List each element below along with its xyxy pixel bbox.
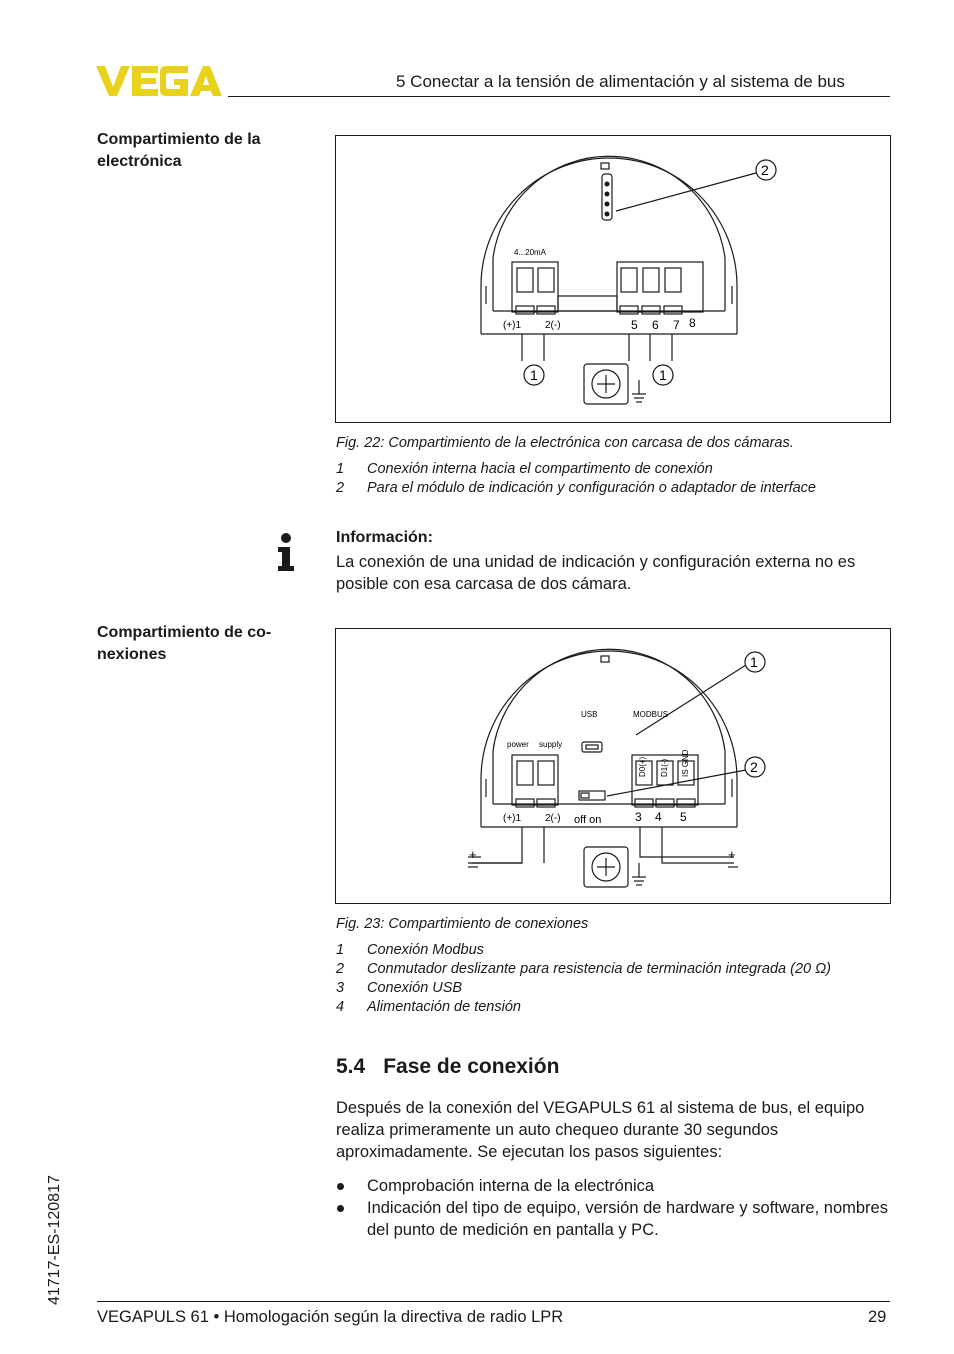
legend-text: Conexión USB: [367, 980, 463, 996]
legend-item: [336, 979, 831, 998]
list-item-text: Comprobación interna de la electrónica: [367, 1177, 655, 1195]
legend-number: 1: [336, 942, 345, 958]
d1-label: D1(-): [660, 758, 669, 777]
info-text: La conexión de una unidad de indicación y configuración externa no es posible con esa carcasa de dos cámara.: [336, 553, 856, 593]
electronics-compartment-drawing: [336, 136, 890, 422]
section-paragraph: Después de la conexión del VEGAPULS 61 al sistema de bus, el equipo realiza primeramente un auto chequeo durante 30 segundos aproximadamente. Se ejecutan los pasos siguientes:: [336, 1099, 865, 1161]
list-item-text: Indicación del tipo de equipo, versión de hardware y software, nombres del punto de medición en pantalla y PC.: [367, 1199, 888, 1239]
vega-logo-mark: [96, 64, 222, 98]
footer-title: VEGAPULS 61 • Homologación según la directiva de radio LPR: [97, 1308, 564, 1326]
connection-compartment-drawing: [336, 629, 890, 903]
is-gnd-label: IS GND: [681, 749, 690, 777]
legend-number: 2: [336, 480, 345, 496]
section-number: 5.4: [336, 1055, 366, 1078]
legend-item: [336, 460, 816, 479]
legend-item: [336, 941, 831, 960]
info-icon: [276, 532, 296, 572]
terminal-4-label: 4: [655, 810, 662, 824]
figure-23-legend: [336, 941, 831, 1017]
callout-2: 2: [761, 162, 769, 178]
d0-label: D0(+): [638, 756, 647, 777]
terminal-3-label: 3: [635, 810, 642, 824]
usb-label: USB: [581, 710, 598, 719]
legend-text: Conmutador deslizante para resistencia de terminación integrada (20 Ω): [367, 961, 831, 977]
callout-1-left: 1: [530, 367, 538, 383]
legend-item: [336, 960, 831, 979]
section-heading: [336, 1055, 559, 1079]
info-title: Información:: [336, 529, 433, 546]
terminal-1-label: (+)1: [503, 320, 522, 331]
terminal-1-label: (+)1: [503, 813, 522, 824]
chapter-title: 5 Conectar a la tensión de alimentación y al sistema de bus: [396, 72, 845, 91]
legend-text: Alimentación de tensión: [367, 999, 521, 1015]
footer-rule: [97, 1301, 890, 1302]
figure-22-diagram: [335, 135, 891, 423]
step-list: [336, 1175, 892, 1241]
supply-label: supply: [539, 740, 563, 749]
legend-item: [336, 998, 831, 1017]
page-number: 29: [868, 1308, 887, 1326]
switch-off-on-label: off on: [574, 814, 602, 826]
power-label: power: [507, 740, 529, 749]
side-label-connections: Compartimiento de co-nexiones: [97, 624, 272, 663]
figure-22-legend: [336, 460, 816, 498]
bullet-icon: [337, 1183, 344, 1190]
terminal-7-label: 7: [673, 318, 680, 332]
plus-right-label: +: [728, 847, 736, 862]
figure-22-caption: Fig. 22: Compartimiento de la electrónica con carcasa de dos cámaras.: [336, 435, 794, 451]
legend-text: Conexión interna hacia el compartimento de conexión: [367, 461, 713, 477]
terminal-5-label: 5: [631, 318, 638, 332]
vega-logo: [96, 64, 222, 98]
legend-number: 3: [336, 980, 345, 996]
label-4-20ma: 4...20mA: [514, 248, 547, 257]
plus-left-label: +: [469, 847, 477, 862]
header-rule: [228, 96, 890, 97]
terminal-8-label: 8: [689, 316, 696, 330]
list-item: [336, 1175, 892, 1197]
legend-number: 2: [336, 961, 345, 977]
document-id: 41717-ES-120817: [46, 1175, 63, 1305]
side-label-electronics: Compartimiento de la electrónica: [97, 131, 261, 170]
legend-number: 1: [336, 461, 345, 477]
legend-text: Para el módulo de indicación y configuración o adaptador de interface: [367, 480, 816, 496]
modbus-label: MODBUS: [633, 710, 669, 719]
bullet-icon: [337, 1205, 344, 1212]
callout-1: 1: [750, 654, 758, 670]
callout-1-right: 1: [659, 367, 667, 383]
terminal-2-label: 2(-): [545, 813, 561, 824]
callout-2: 2: [750, 759, 758, 775]
legend-number: 4: [336, 999, 345, 1015]
terminal-6-label: 6: [652, 318, 659, 332]
figure-23-caption: Fig. 23: Compartimiento de conexiones: [336, 916, 589, 932]
section-title: Fase de conexión: [383, 1055, 560, 1078]
legend-text: Conexión Modbus: [367, 942, 484, 958]
figure-23-diagram: [335, 628, 891, 904]
terminal-2-label: 2(-): [545, 320, 561, 331]
list-item: [336, 1197, 892, 1241]
terminal-5-label: 5: [680, 810, 687, 824]
legend-item: [336, 479, 816, 498]
